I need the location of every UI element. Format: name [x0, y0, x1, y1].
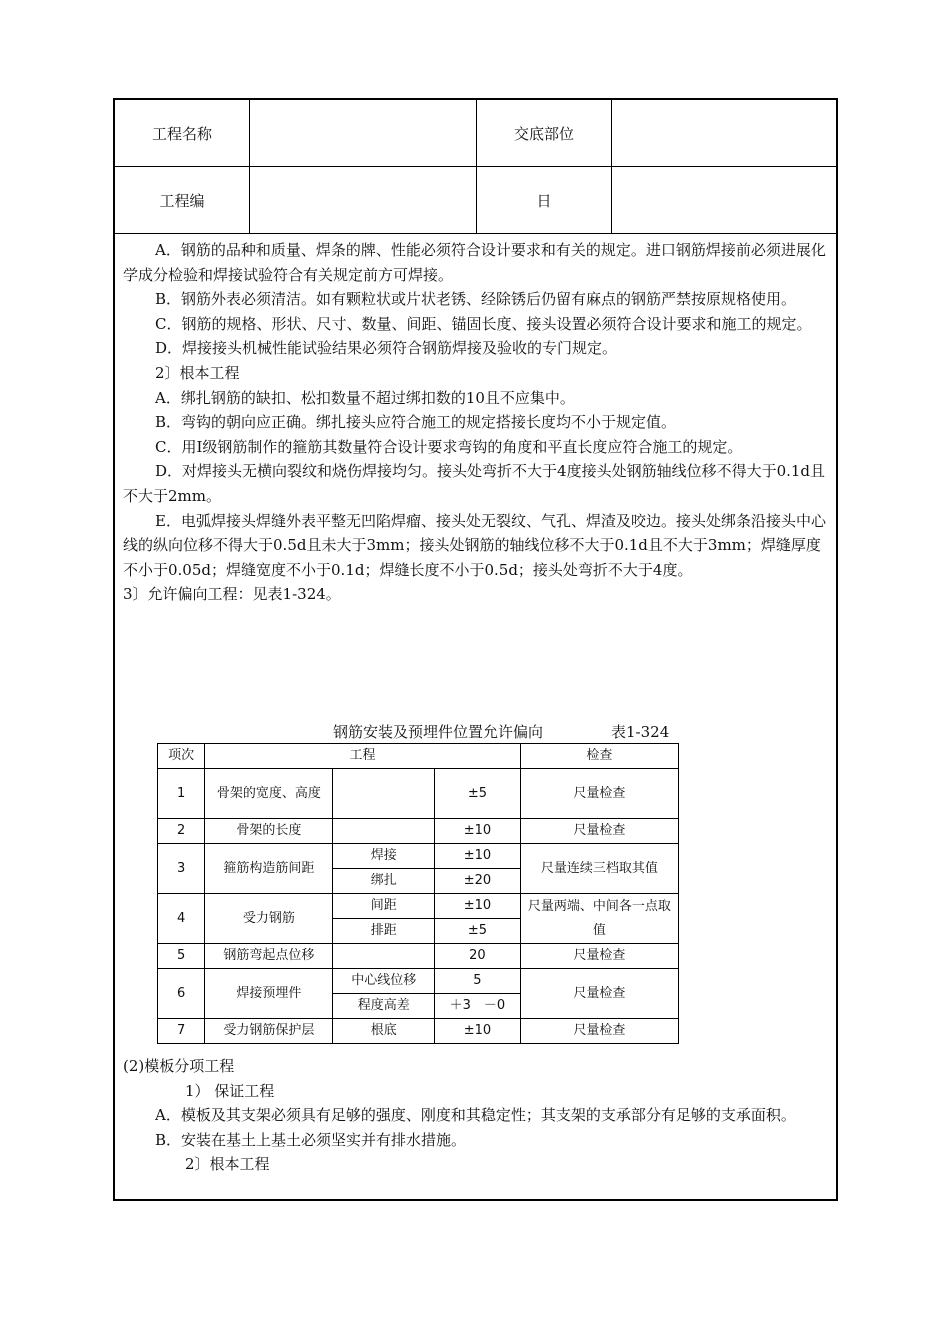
- table-cell: ＋3 －0: [435, 994, 521, 1019]
- table-cell: 排距: [333, 919, 435, 944]
- project-name-label: 工程名称: [115, 100, 250, 167]
- table-header-row: [158, 744, 679, 769]
- paragraph: A．绑扎钢筋的缺扣、松扣数量不超过绑扣数的10且不应集中。: [155, 388, 575, 407]
- table-cell: 绑扎: [333, 869, 435, 894]
- table-cell: 5: [435, 969, 521, 994]
- project-name-value: [250, 100, 477, 167]
- table-cell: 钢筋弯起点位移: [205, 944, 333, 969]
- table-cell: ±10: [435, 1019, 521, 1044]
- table-cell: 尺量两端、中间各一点取值: [520, 894, 678, 944]
- col-item-header: 工程: [205, 744, 520, 769]
- table-cell: 受力钢筋保护层: [205, 1019, 333, 1044]
- table-cell: [333, 944, 435, 969]
- project-code-value: [250, 167, 477, 234]
- table-row: [158, 844, 679, 869]
- table-cell: [333, 769, 435, 819]
- table-row: [158, 769, 679, 819]
- paragraph: B．安装在基土上基土必须坚实并有排水措施。: [155, 1130, 467, 1149]
- table-cell: ±10: [435, 819, 521, 844]
- col-index-header: 项次: [158, 744, 205, 769]
- header-table: [115, 100, 836, 234]
- table-cell: 2: [158, 819, 205, 844]
- tolerance-table: [157, 743, 679, 1044]
- table-cell: ±10: [435, 894, 521, 919]
- paragraph: C．钢筋的规格、形状、尺寸、数量、间距、锚固长度、接头设置必须符合设计要求和施工的规定。: [155, 314, 812, 333]
- table-row: [158, 819, 679, 844]
- table-number: 表1-324: [611, 723, 670, 741]
- table-cell: 中心线位移: [333, 969, 435, 994]
- paragraph: B．弯钩的朝向应正确。绑扎接头应符合施工的规定搭接长度均不小于规定值。: [155, 413, 677, 432]
- document-frame: [113, 98, 838, 1201]
- table-cell: 6: [158, 969, 205, 1019]
- paragraph: E．电弧焊接头焊缝外表平整无凹陷焊瘤、接头处无裂纹、气孔、焊渣及咬边。接头处绑条沿接头中心线的纵向位移不得大于0.5d且未大于3mm；接头处钢筋的轴线位移不大于0.1d且不大于3mm；焊缝厚度不小于0.05d；焊缝宽度不小于0.1d；焊缝长度不小于0.5d；接头处弯折不大于4度。: [123, 511, 826, 579]
- paragraph: 3〕允许偏向工程：见表1-324。: [123, 585, 341, 604]
- project-code-label: 工程编: [115, 167, 250, 234]
- subsection-heading: 1） 保证工程: [185, 1081, 275, 1100]
- table-cell: ±20: [435, 869, 521, 894]
- table-cell: 7: [158, 1019, 205, 1044]
- table-cell: 尺量检查: [520, 944, 678, 969]
- table-cell: 尺量检查: [520, 769, 678, 819]
- table-cell: ±5: [435, 769, 521, 819]
- table-cell: 受力钢筋: [205, 894, 333, 944]
- table-cell: 程度高差: [333, 994, 435, 1019]
- table-row: [158, 944, 679, 969]
- handover-part-label: 交底部位: [477, 100, 612, 167]
- paragraph: 2〕根本工程: [155, 363, 240, 382]
- subsection-heading: 2〕根本工程: [185, 1155, 270, 1174]
- table-cell: 尺量连续三档取其值: [520, 844, 678, 894]
- table-cell: ±5: [435, 919, 521, 944]
- table-row: [158, 894, 679, 919]
- table-cell: 尺量检查: [520, 1019, 678, 1044]
- paragraph: A．模板及其支架必须具有足够的强度、刚度和其稳定性；其支架的支承部分有足够的支承面积。: [155, 1106, 796, 1125]
- paragraph: C．用I级钢筋制作的箍筋其数量符合设计要求弯钩的角度和平直长度应符合施工的规定。: [155, 437, 743, 456]
- table-cell: 箍筋构造筋间距: [205, 844, 333, 894]
- table-cell: 尺量检查: [520, 819, 678, 844]
- table-row: [158, 1019, 679, 1044]
- paragraph: A．钢筋的品种和质量、焊条的牌、性能必须符合设计要求和有关的规定。进口钢筋焊接前必须进展化学成分检验和焊接试验符合有关规定前方可焊接。: [123, 241, 826, 284]
- date-label: 日: [477, 167, 612, 234]
- paragraph: D．对焊接头无横向裂纹和烧伤焊接均匀。接头处弯折不大于4度接头处钢筋轴线位移不得大于0.1d且不大于2mm。: [123, 462, 826, 505]
- col-check-header: 检查: [520, 744, 678, 769]
- table-cell: 5: [158, 944, 205, 969]
- table-cell: 3: [158, 844, 205, 894]
- table-cell: 尺量检查: [520, 969, 678, 1019]
- table-cell: 20: [435, 944, 521, 969]
- date-value: [612, 167, 837, 234]
- table-row: [158, 969, 679, 994]
- section-heading: (2)模板分项工程: [123, 1057, 235, 1075]
- table-cell: 焊接预埋件: [205, 969, 333, 1019]
- table-cell: 根底: [333, 1019, 435, 1044]
- table-cell: 1: [158, 769, 205, 819]
- paragraph: B．钢筋外表必须清洁。如有颗粒状或片状老锈、经除锈后仍留有麻点的钢筋严禁按原规格使用。: [155, 290, 797, 309]
- paragraph: D．焊接接头机械性能试验结果必须符合钢筋焊接及验收的专门规定。: [155, 339, 618, 358]
- table-cell: 骨架的长度: [205, 819, 333, 844]
- formwork-section: [123, 1054, 835, 1177]
- handover-part-value: [612, 100, 837, 167]
- table-cell: 间距: [333, 894, 435, 919]
- table-cell: ±10: [435, 844, 521, 869]
- table-cell: 4: [158, 894, 205, 944]
- table-cell: 骨架的宽度、高度: [205, 769, 333, 819]
- table-caption: [333, 721, 669, 742]
- table-title: 钢筋安装及预埋件位置允许偏向: [333, 723, 544, 741]
- table-cell: [333, 819, 435, 844]
- body-text: [123, 238, 835, 607]
- table-cell: 焊接: [333, 844, 435, 869]
